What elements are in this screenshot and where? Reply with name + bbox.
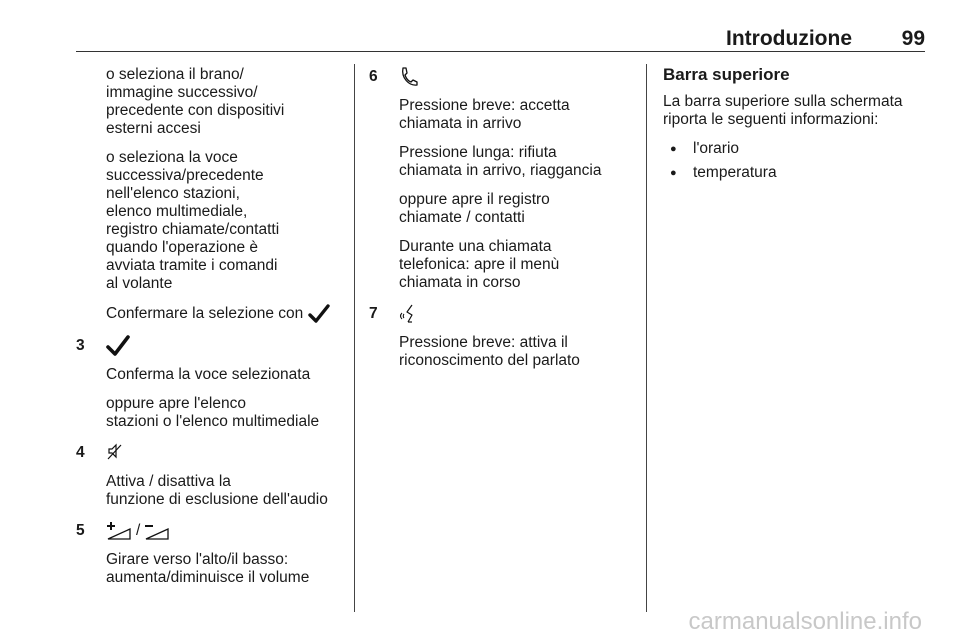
item-number: 3 xyxy=(76,337,85,354)
column-2 xyxy=(369,66,639,381)
paragraph: oppure apre l'elenco stazioni o l'elenco multimediale xyxy=(106,395,320,430)
column-divider-2 xyxy=(646,64,647,612)
voice-recognition-icon xyxy=(399,303,417,325)
paragraph: Pressione breve: attiva il riconoscimento del parlato xyxy=(399,334,580,369)
item-number: 4 xyxy=(76,444,85,461)
icon-holder xyxy=(399,303,639,325)
paragraph: Durante una chiamata telefonica: apre il menù chiamata in corso xyxy=(399,238,560,291)
confirm-paragraph xyxy=(106,304,346,324)
list-item: ● temperatura xyxy=(663,164,928,182)
icon-holder xyxy=(106,520,346,542)
list-item-3 xyxy=(76,335,346,431)
paragraph-text: Confermare la selezione con xyxy=(106,305,304,322)
paragraph: Pressione breve: accetta chiamata in arrivo xyxy=(399,97,570,132)
watermark: carmanualsonline.info xyxy=(688,608,922,635)
bullet-list xyxy=(663,140,928,182)
checkmark-icon xyxy=(308,304,330,324)
separator: / xyxy=(136,522,141,539)
item-number: 7 xyxy=(369,305,378,322)
volume-down-icon xyxy=(144,521,170,541)
list-item-5 xyxy=(76,520,346,587)
section-title: Introduzione xyxy=(726,27,852,50)
mute-icon xyxy=(106,442,124,462)
list-item-7 xyxy=(369,303,639,370)
icon-holder xyxy=(106,442,346,464)
header-divider xyxy=(76,51,925,52)
list-item-6 xyxy=(369,66,639,292)
paragraph: La barra superiore sulla schermata riporta le seguenti informazioni: xyxy=(663,93,903,128)
list-item: ● l'orario xyxy=(663,140,928,158)
paragraph: Girare verso l'alto/il basso: aumenta/diminuisce il volume xyxy=(106,551,310,586)
paragraph: oppure apre il registro chiamate / contatti xyxy=(399,191,550,226)
paragraph: Pressione lunga: rifiuta chiamata in arrivo, riaggancia xyxy=(399,144,602,179)
item-number: 5 xyxy=(76,522,85,539)
checkmark-icon xyxy=(106,335,130,357)
icon-holder xyxy=(106,335,346,357)
list-item-4 xyxy=(76,442,346,509)
icon-holder xyxy=(399,66,639,88)
page-number: 99 xyxy=(901,27,925,50)
paragraph: Attiva / disattiva la funzione di esclusione dell'audio xyxy=(106,473,328,508)
phone-icon xyxy=(399,66,419,88)
paragraph: Conferma la voce selezionata xyxy=(106,366,311,383)
column-3 xyxy=(663,66,928,188)
paragraph: o seleziona la voce successiva/precedente nell'elenco stazioni, elenco multimediale, registro chiamate/contatti quando l'operazione è avviata tramite i comandi al volante xyxy=(106,149,280,292)
paragraph: o seleziona il brano/ immagine successivo/ precedente con dispositivi esterni accesi xyxy=(106,66,285,137)
volume-up-icon xyxy=(106,521,132,541)
item-number: 6 xyxy=(369,68,378,85)
column-1 xyxy=(76,66,346,598)
column-divider-1 xyxy=(354,64,355,612)
section-heading: Barra superiore xyxy=(663,65,790,84)
